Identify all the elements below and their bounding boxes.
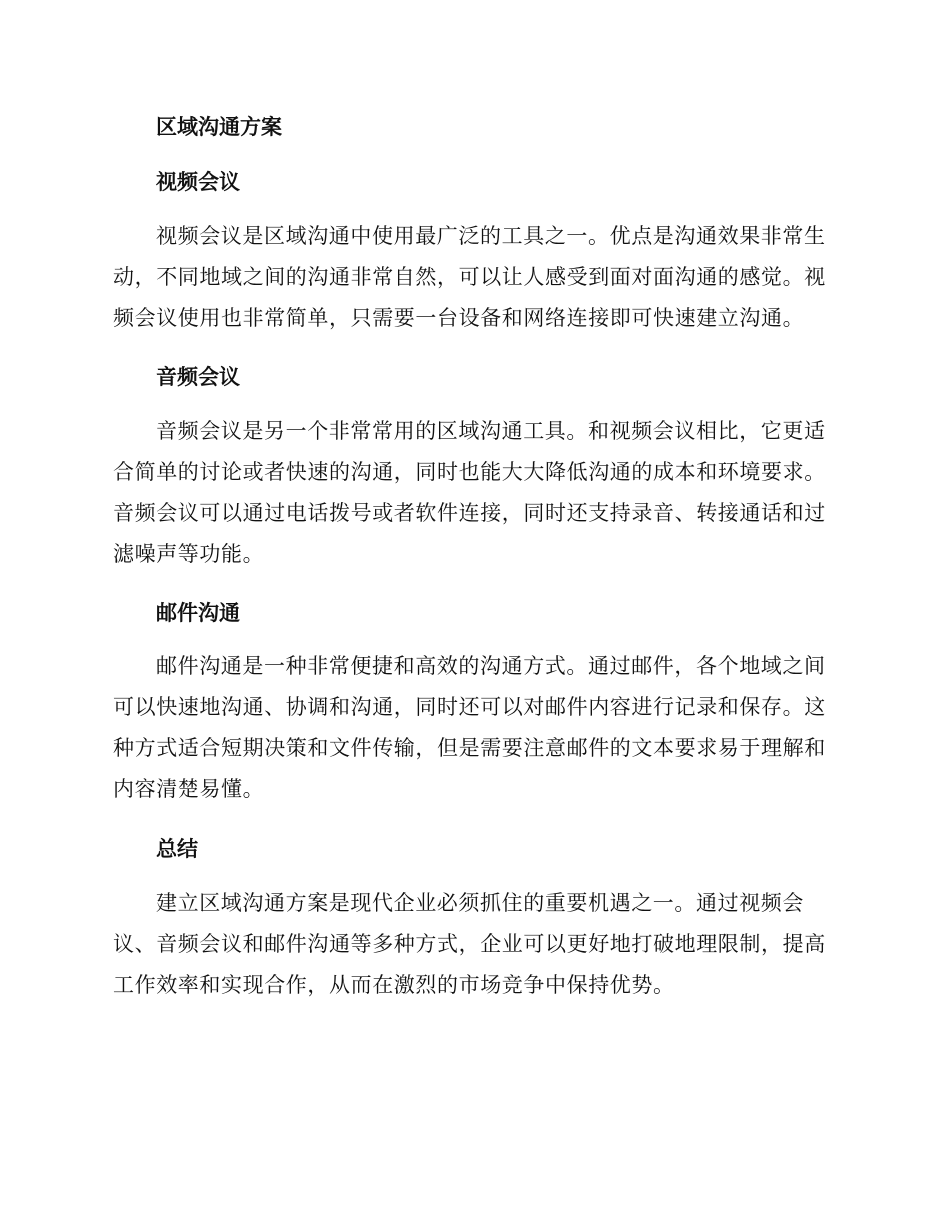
section-heading-summary: 总结 (156, 837, 198, 861)
section-heading-video: 视频会议 (156, 170, 240, 194)
section-heading-email: 邮件沟通 (156, 601, 240, 625)
section-body-email: 邮件沟通是一种非常便捷和高效的沟通方式。通过邮件，各个地域之间可以快速地沟通、协调和沟通，同时还可以对邮件内容进行记录和保存。这种方式适合短期决策和文件传输，但是需要注意邮件的文本要求易于理解和内容清楚易懂。 (113, 654, 826, 801)
section-body-audio: 音频会议是另一个非常常用的区域沟通工具。和视频会议相比，它更适合简单的讨论或者快速的沟通，同时也能大大降低沟通的成本和环境要求。音频会议可以通过电话拨号或者软件连接，同时还支持录音、转接通话和过滤噪声等功能。 (113, 419, 826, 566)
section-heading-audio: 音频会议 (156, 365, 240, 389)
section-body-video: 视频会议是区域沟通中使用最广泛的工具之一。优点是沟通效果非常生动，不同地域之间的沟通非常自然，可以让人感受到面对面沟通的感觉。视频会议使用也非常简单，只需要一台设备和网络连接即可快速建立沟通。 (113, 224, 826, 330)
section-body-summary: 建立区域沟通方案是现代企业必须抓住的重要机遇之一。通过视频会议、音频会议和邮件沟通等多种方式，企业可以更好地打破地理限制，提高工作效率和实现合作，从而在激烈的市场竞争中保持优势。 (113, 891, 826, 997)
document-title: 区域沟通方案 (156, 115, 282, 139)
